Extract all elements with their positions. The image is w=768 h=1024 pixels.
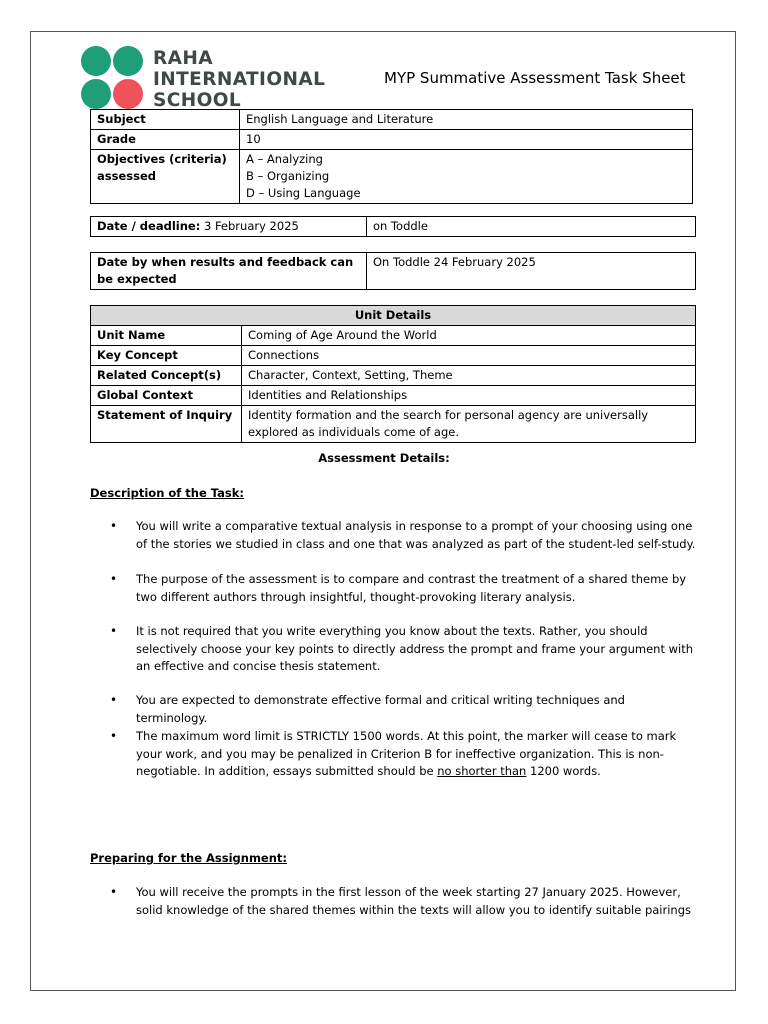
assessment-details-heading: Assessment Details: bbox=[318, 451, 450, 465]
table-row bbox=[91, 150, 693, 204]
unit-row-label: Global Context bbox=[91, 386, 242, 406]
unit-row-label: Key Concept bbox=[91, 346, 242, 366]
table-row bbox=[91, 326, 696, 346]
word-limit-end: 1200 words. bbox=[526, 764, 601, 778]
feedback-value: On Toddle 24 February 2025 bbox=[367, 253, 696, 290]
table-row bbox=[91, 346, 696, 366]
bullet-point: • bbox=[110, 624, 118, 638]
bullet-text: The purpose of the assessment is to compare and contrast the treatment of a shared theme by two different authors through insightful, thought-provoking literary analysis. bbox=[136, 572, 687, 604]
logo-circle-bottom-left bbox=[81, 79, 111, 109]
grade-label: Grade bbox=[91, 130, 240, 150]
word-limit-emphasis: no shorter than bbox=[437, 764, 527, 778]
unit-details-heading: Unit Details bbox=[91, 306, 696, 326]
info-table bbox=[90, 109, 693, 204]
bullet-text: It is not required that you write everything you know about the texts. Rather, you should selectively choose your key points to directly address the prompt and frame your argument with an effective and concise thesis statement. bbox=[136, 624, 694, 673]
word-limit-text: The maximum word limit is STRICTLY 1500 words. At this point, the marker will cease to mark your work, and you may be penalized in Criterion B for ineffective organization. This is non-negotiable. In addition, essays submitted should be bbox=[136, 729, 677, 778]
objectives-value bbox=[240, 150, 693, 204]
table-row bbox=[91, 366, 696, 386]
unit-row-value: Identities and Relationships bbox=[242, 386, 696, 406]
table-row bbox=[91, 386, 696, 406]
deadline-value: 3 February 2025 bbox=[203, 219, 299, 233]
unit-row-label: Statement of Inquiry bbox=[91, 406, 242, 443]
bullet-point: • bbox=[110, 693, 118, 707]
table-row bbox=[91, 217, 696, 237]
bullet-text: You will receive the prompts in the first lesson of the week starting 27 January 2025. However, solid knowledge of the shared themes within the texts will allow you to identify suitable pairings bbox=[136, 885, 692, 917]
table-row bbox=[91, 253, 696, 290]
unit-row-value: Coming of Age Around the World bbox=[242, 326, 696, 346]
objectives-label: Objectives (criteria) assessed bbox=[91, 150, 240, 204]
school-name-line-1: RAHA bbox=[153, 48, 213, 69]
deadline-platform: on Toddle bbox=[367, 217, 696, 237]
table-row bbox=[91, 130, 693, 150]
bullet-point: • bbox=[110, 729, 118, 743]
table-row bbox=[91, 110, 693, 130]
deadline-table bbox=[90, 216, 696, 237]
school-name-line-2: INTERNATIONAL bbox=[153, 69, 326, 90]
table-row bbox=[91, 406, 696, 443]
bullet-text bbox=[136, 728, 698, 781]
objective-item: D – Using Language bbox=[246, 186, 361, 200]
objective-item: A – Analyzing bbox=[246, 152, 323, 166]
school-name-line-3: SCHOOL bbox=[153, 90, 242, 111]
unit-row-value: Connections bbox=[242, 346, 696, 366]
subject-value: English Language and Literature bbox=[240, 110, 693, 130]
feedback-label: Date by when results and feedback can be expected bbox=[91, 253, 367, 290]
deadline-label: Date / deadline: bbox=[97, 219, 201, 233]
grade-value: 10 bbox=[240, 130, 693, 150]
logo-circle-bottom-right bbox=[113, 79, 143, 109]
description-heading: Description of the Task: bbox=[90, 486, 244, 500]
unit-row-label: Related Concept(s) bbox=[91, 366, 242, 386]
unit-row-value: Identity formation and the search for personal agency are universally explored as individuals come of age. bbox=[242, 406, 696, 443]
bullet-point: • bbox=[110, 519, 118, 533]
feedback-table bbox=[90, 252, 696, 290]
school-name bbox=[153, 48, 325, 111]
bullet-text: You are expected to demonstrate effective formal and critical writing techniques and terminology. bbox=[136, 693, 625, 725]
unit-row-value: Character, Context, Setting, Theme bbox=[242, 366, 696, 386]
deadline-cell bbox=[91, 217, 367, 237]
bullet-point: • bbox=[110, 572, 118, 586]
objective-item: B – Organizing bbox=[246, 169, 330, 183]
subject-label: Subject bbox=[91, 110, 240, 130]
unit-details-table bbox=[90, 305, 696, 443]
table-row bbox=[91, 306, 696, 326]
document-title: MYP Summative Assessment Task Sheet bbox=[384, 69, 686, 87]
logo-circle-top-left bbox=[81, 46, 111, 76]
unit-row-label: Unit Name bbox=[91, 326, 242, 346]
bullet-text: You will write a comparative textual analysis in response to a prompt of your choosing using one of the stories we studied in class and one that was analyzed as part of the student-led self-study. bbox=[136, 519, 696, 551]
logo-circle-top-right bbox=[113, 46, 143, 76]
bullet-point: • bbox=[110, 885, 118, 899]
preparing-heading: Preparing for the Assignment: bbox=[90, 851, 288, 865]
